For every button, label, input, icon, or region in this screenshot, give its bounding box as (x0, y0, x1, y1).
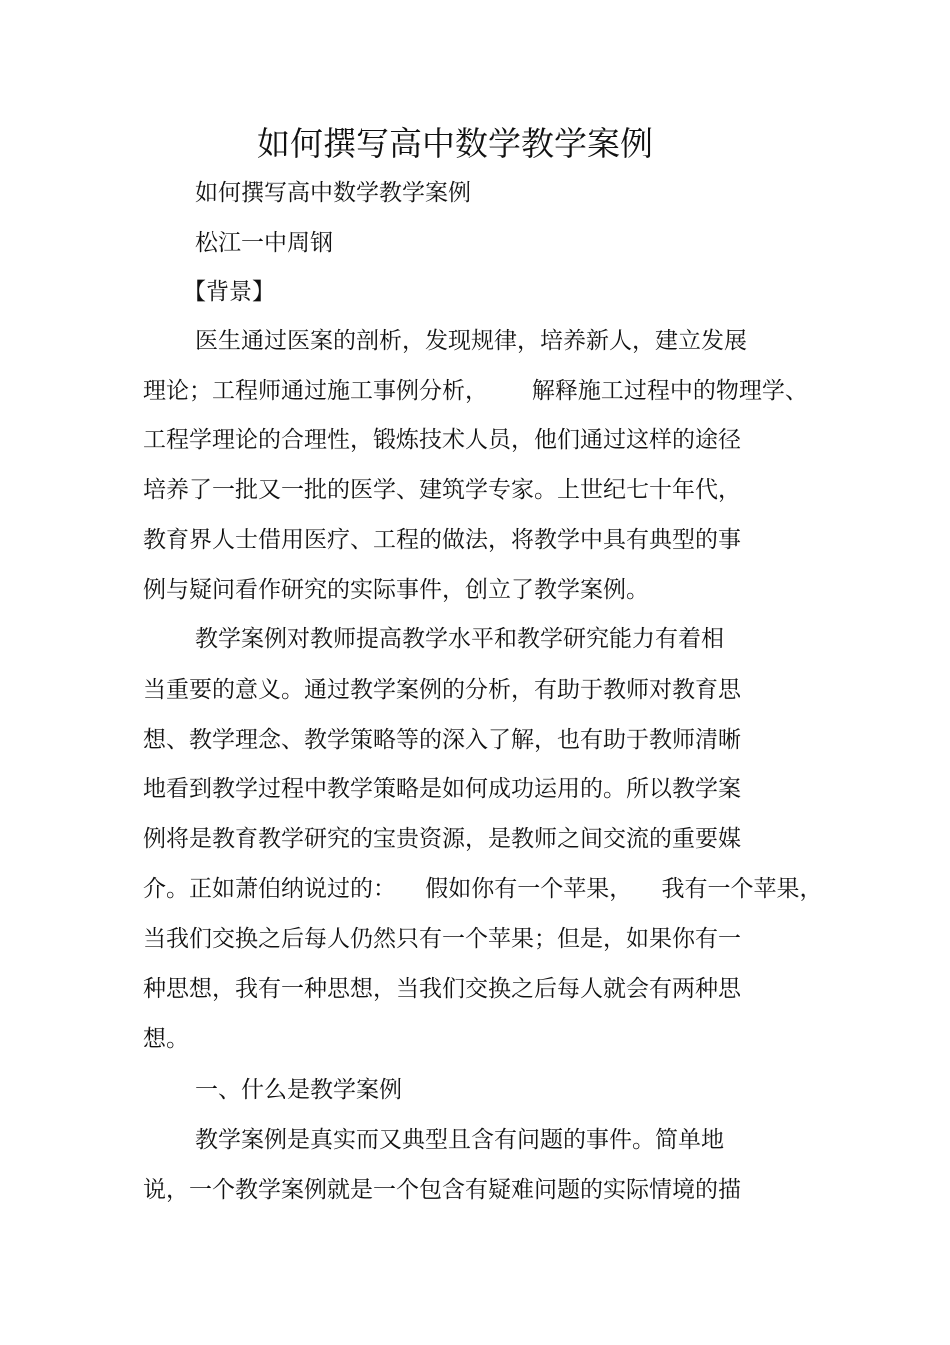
paragraph-line: 工程学理论的合理性，锻炼技术人员，他们通过这样的途径 (143, 427, 741, 453)
paragraph-line: 例与疑问看作研究的实际事件，创立了教学案例。 (143, 577, 649, 603)
paragraph-line: 想、教学理念、教学策略等的深入了解，也有助于教师清晰 (143, 727, 741, 753)
section-heading-background: 【背景】 (183, 279, 275, 305)
paragraph-line: 介。正如萧伯纳说过的： 假如你有一个苹果， 我有一个苹果， (143, 876, 823, 902)
paragraph-line: 例将是教育教学研究的宝贵资源，是教师之间交流的重要媒 (143, 826, 741, 852)
paragraph-line: 种思想，我有一种思想，当我们交换之后每人就会有两种思 (143, 976, 741, 1002)
paragraph-line: 教育界人士借用医疗、工程的做法，将教学中具有典型的事 (143, 527, 741, 553)
paragraph-line: 想。 (143, 1026, 189, 1052)
paragraph-line: 教学案例是真实而又典型且含有问题的事件。简单地 (195, 1127, 724, 1153)
section-heading-one: 一、什么是教学案例 (195, 1077, 402, 1103)
author-line: 松江一中周钢 (195, 230, 333, 256)
paragraph-line: 教学案例对教师提高教学水平和教学研究能力有着相 (195, 626, 724, 652)
paragraph-line: 理论；工程师通过施工事例分析， 解释施工过程中的物理学、 (143, 378, 808, 404)
document-subtitle: 如何撰写高中数学教学案例 (195, 180, 471, 206)
paragraph-line: 医生通过医案的剖析，发现规律，培养新人，建立发展 (195, 328, 747, 354)
paragraph-line: 说，一个教学案例就是一个包含有疑难问题的实际情境的描 (143, 1177, 741, 1203)
paragraph-line: 培养了一批又一批的医学、建筑学专家。上世纪七十年代， (143, 477, 741, 503)
paragraph-line: 当我们交换之后每人仍然只有一个苹果；但是，如果你有一 (143, 926, 741, 952)
paragraph-line: 当重要的意义。通过教学案例的分析，有助于教师对教育思 (143, 677, 741, 703)
paragraph-line: 地看到教学过程中教学策略是如何成功运用的。所以教学案 (143, 776, 741, 802)
document-title: 如何撰写高中数学教学案例 (257, 124, 653, 163)
